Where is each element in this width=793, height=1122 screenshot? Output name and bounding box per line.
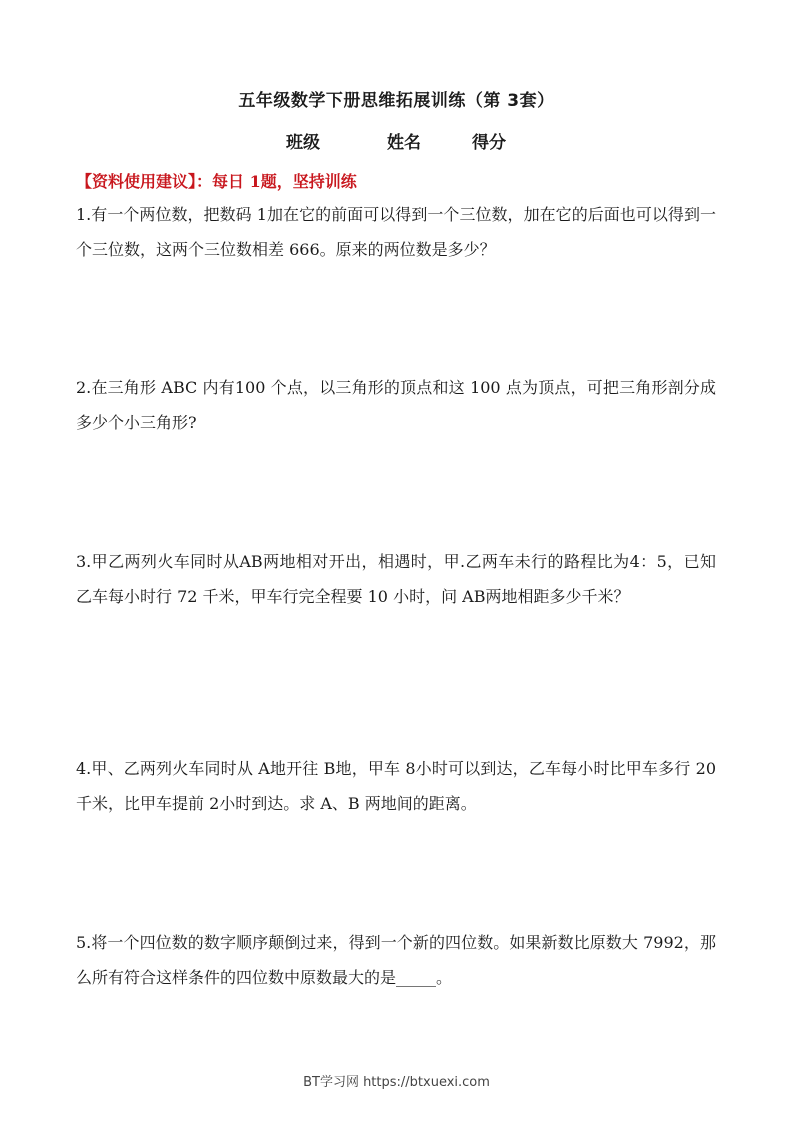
question-5: 5.将一个四位数的数字顺序颠倒过来，得到一个新的四位数。如果新数比原数大 7992，那么所有符合这样条件的四位数中原数最大的是_____。 [76,933,716,987]
question-2: 2.在三角形 ABC 内有100 个点，以三角形的顶点和这 100 点为顶点，可把三角形剖分成多少个小三角形? [76,378,716,432]
usage-advice: 【资料使用建议】：每日 1题，坚持训练 [76,172,357,191]
class-label: 班级 [286,133,320,153]
question-3: 3.甲乙两列火车同时从AB两地相对开出，相遇时，甲.乙两车未行的路程比为4：5，已知乙车每小时行 72 千米，甲车行完全程要 10 小时，问 AB两地相距多少千米？ [76,552,716,606]
score-label: 得分 [472,133,506,153]
question-1: 1.有一个两位数，把数码 1加在它的前面可以得到一个三位数，加在它的后面也可以得到一个三位数，这两个三位数相差 666。原来的两位数是多少？ [76,205,716,259]
footer-source: BT学习网 https://btxuexi.com [303,1075,490,1090]
name-label: 姓名 [387,133,421,153]
worksheet-title: 五年级数学下册思维拓展训练（第 3套） [238,91,555,111]
question-4: 4.甲、乙两列火车同时从 A地开往 B地，甲车 8小时可以到达，乙车每小时比甲车多行 20 千米，比甲车提前 2小时到达。求 A、B 两地间的距离。 [76,759,716,813]
